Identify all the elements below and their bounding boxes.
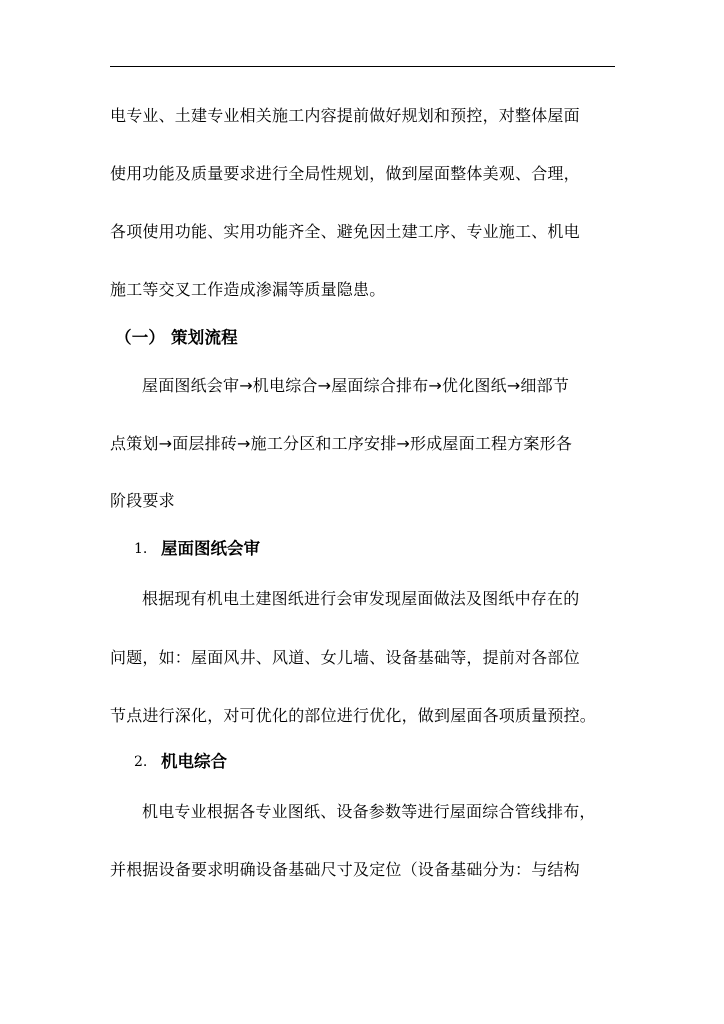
paragraph-line: 根据现有机电土建图纸进行会审发现屋面做法及图纸中存在的 — [142, 589, 580, 608]
paragraph-line: 各项使用功能、实用功能齐全、避免因土建工序、专业施工、机电 — [110, 222, 580, 241]
header-rule — [110, 66, 615, 67]
paragraph-line: 电专业、土建专业相关施工内容提前做好规划和预控，对整体屋面 — [110, 106, 580, 125]
paragraph-line: 点策划→面层排砖→施工分区和工序安排→形成屋面工程方案形各 — [110, 434, 573, 453]
list-item-title: 屋面图纸会审 — [161, 539, 260, 558]
paragraph-line: 机电专业根据各专业图纸、设备参数等进行屋面综合管线排布， — [142, 802, 596, 821]
list-number: 2. — [134, 754, 148, 770]
paragraph-line: 使用功能及质量要求进行全局性规划，做到屋面整体美观、合理， — [110, 164, 580, 183]
paragraph-line: 问题，如：屋面风井、风道、女儿墙、设备基础等，提前对各部位 — [110, 648, 580, 667]
list-number: 1. — [134, 541, 148, 557]
paragraph-line: 屋面图纸会审→机电综合→屋面综合排布→优化图纸→细部节 — [142, 376, 570, 395]
list-item-title: 机电综合 — [161, 752, 227, 771]
section-heading: （一） 策划流程 — [115, 328, 238, 347]
paragraph-line: 施工等交叉工作造成渗漏等质量隐患。 — [110, 280, 386, 299]
paragraph-line: 阶段要求 — [110, 491, 175, 510]
paragraph-line: 节点进行深化，对可优化的部位进行优化，做到屋面各项质量预控。 — [110, 706, 597, 725]
paragraph-line: 并根据设备要求明确设备基础尺寸及定位（设备基础分为：与结构 — [110, 860, 580, 879]
